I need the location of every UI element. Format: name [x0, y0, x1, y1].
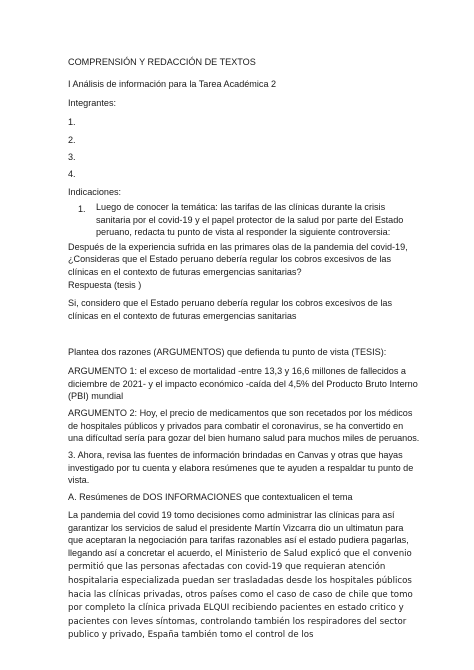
list-item-number: 1.	[78, 204, 86, 214]
argument-1: ARGUMENTO 1: el exceso de mortalidad -entre 13,3 y 16,6 millones de fallecidos a diciembre de 2021- y el impacto económico -caída del 4,5% del Producto Bruto Interno (PBI) mundial	[68, 366, 418, 402]
integrante-2: 2.	[68, 135, 76, 145]
summary-part-a: La pandemia del covid 19 tomo decisiones como administrar las clínicas para así garantizar los servicios de salud el presidente Martín Vizcarra dio un ultimatun para que aceptaran la negociación para tarifas razonables así el estado pudiera pagarlas, llegando así a concretar el acuerdo,	[68, 510, 409, 558]
indicaciones-label: Indicaciones:	[68, 187, 122, 197]
document-title: COMPRENSIÓN Y REDACCIÓN DE TEXTOS	[68, 57, 256, 67]
document-subtitle: I Análisis de información para la Tarea Académica 2	[68, 79, 277, 89]
integrantes-label: Integrantes:	[68, 98, 117, 108]
summary-paragraph	[68, 509, 420, 642]
integrante-1: 1.	[68, 117, 76, 127]
plantea-heading: Plantea dos razones (ARGUMENTOS) que defienda tu punto de vista (TESIS):	[68, 347, 387, 357]
respuesta-label: Respuesta (tesis )	[68, 280, 142, 290]
argument-2: ARGUMENTO 2: Hoy, el precio de medicamentos que son recetados por los médicos de hospitales públicos y privados para combatir el coronavirus, se ha convertido en una difícultad sería para gozar del bien humano salud para muchos miles de peruanos.	[68, 408, 420, 444]
integrante-3: 3.	[68, 152, 76, 162]
integrante-4: 4.	[68, 169, 76, 179]
section-a-heading: A. Resúmenes de DOS INFORMACIONES que contextualicen el tema	[68, 492, 353, 502]
thesis-text: Si, considero que el Estado peruano debería regular los cobros excesivos de las clínicas en el contexto de futuras emergencias sanitarias	[68, 298, 393, 321]
controversy-line-1: Después de la experiencia sufrida en las primares olas de la pandemia del covid-19,	[68, 242, 408, 252]
summary-part-b: el Ministerio de Salud explicó que el convenio permitió que las personas afectadas con covid-19 que requieran atención hospitalaria especializada puedan ser trasladadas desde los hospitales públicos hacia las clínicas privadas,	[68, 548, 412, 600]
summary-part-c: otros países como el caso de caso de chile que tomo por completo la clínica privada ELQUI recibiendo pacientes en estado critico y pacientes con leves síntomas, controlando también los respiradores del sector publico y privado, España también tomo el control de los	[68, 589, 413, 641]
instruction-item-3: 3. Ahora, revisa las fuentes de información brindadas en Canvas y otras que hayas investigado por tu cuenta y elabora resúmenes que te ayuden a respaldar tu punto de vista.	[68, 450, 414, 486]
instruction-item-1: Luego de conocer la temática: las tarifas de las clínicas durante la crisis sanitaria por el covid-19 y el papel protector de la salud por parte del Estado peruano, redacta tu punto de vista al responder la siguiente controversia:	[96, 202, 404, 238]
controversy-question: ¿Consideras que el Estado peruano debería regular los cobros excesivos de las clínicas en el contexto de futuras emergencias sanitarias?	[68, 254, 392, 277]
